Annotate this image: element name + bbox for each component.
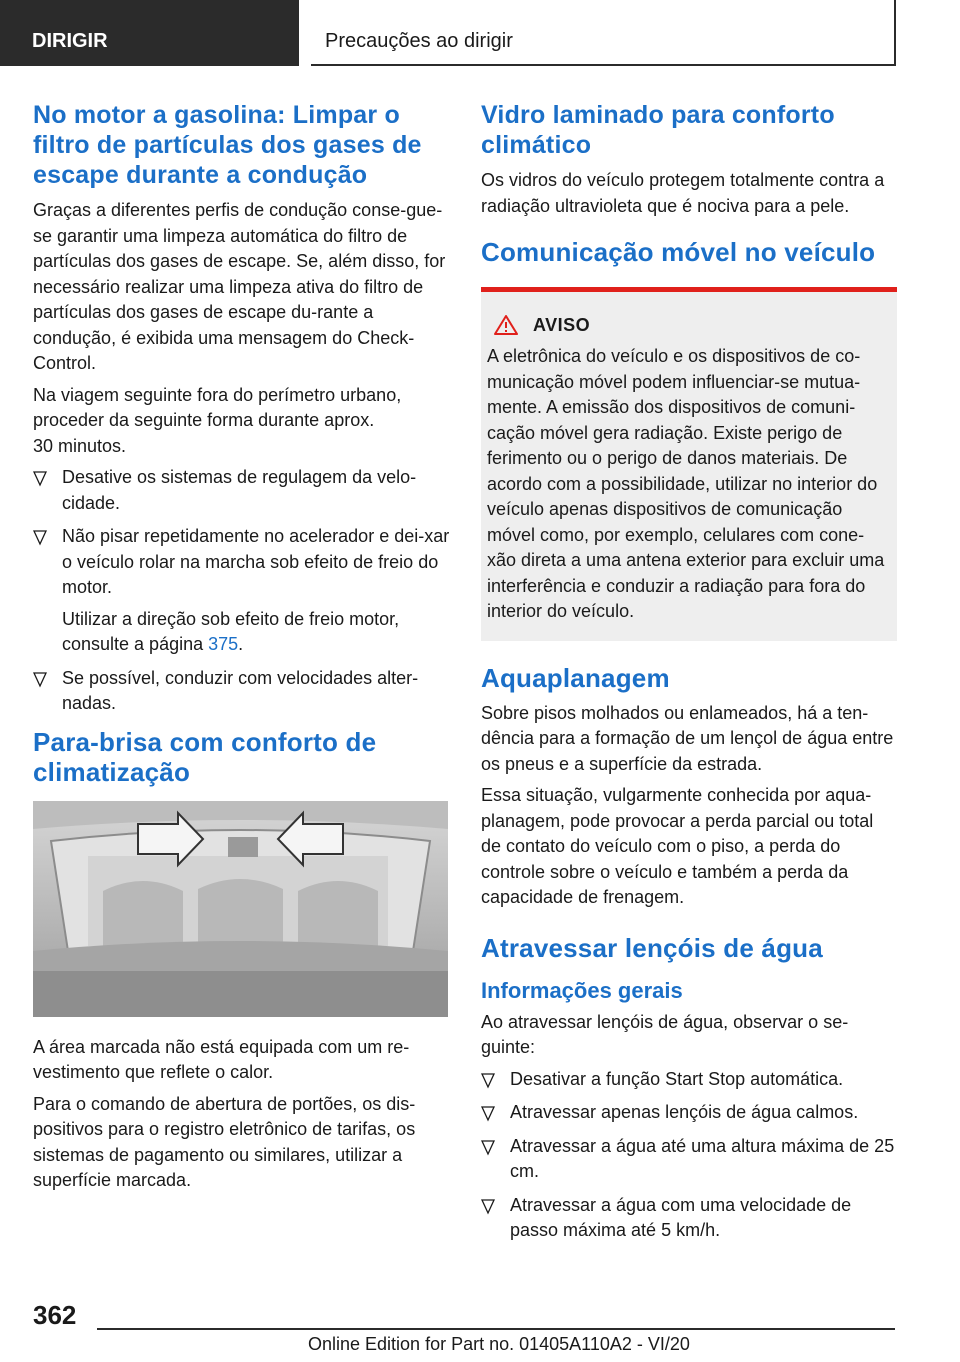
page-link-375[interactable]: 375 (208, 634, 239, 654)
triangle-bullet-icon (481, 1070, 495, 1090)
triangle-bullet-icon (33, 527, 47, 547)
paragraph-windshield-1: A área marcada não está equipada com um re-vestimento que reflete o calor. (33, 1036, 410, 1082)
list-item-subnote (62, 607, 451, 658)
heading-aquaplaning: Aquaplanagem (481, 662, 670, 693)
water-crossing-list (481, 1067, 897, 1244)
right-column (481, 100, 897, 1254)
section-tab: DIRIGIR (0, 0, 299, 66)
list-item-text: Não pisar repetidamente no acelerador e dei-xar o veículo rolar na marcha sob efeito de freio do motor. (62, 526, 450, 597)
triangle-bullet-icon (481, 1137, 495, 1157)
left-column (33, 100, 451, 1200)
heading-mobile-communication: Comunicação móvel no veículo (481, 237, 876, 267)
list-item-text: Atravessar apenas lençóis de água calmos. (510, 1102, 859, 1122)
list-item-text: Desative os sistemas de regulagem da velo-cidade. (62, 467, 417, 513)
list-item (33, 666, 451, 717)
list-item (481, 1067, 897, 1093)
paragraph-gasoline-2 (33, 383, 451, 460)
list-item-text: Atravessar a água até uma altura máxima de 25 cm. (510, 1135, 895, 1181)
warning-text: A eletrônica do veículo e os dispositivos de co-municação móvel podem influenciar-se mutua-mente. A emissão dos dispositivos de comuni-cação móvel gera radiação. Existe perigo de ferimento ou o perigo de danos materiais. De acordo com a possibilidade, utilizar no interior do veículo apenas dispositivos de comunicação móvel como, por exemplo, celulares com cone-xão direta a uma antena exterior para excluir uma interferência e conduzir a radiação para fora do interior do veículo. (487, 346, 885, 621)
page-header (0, 0, 960, 66)
triangle-bullet-icon (33, 669, 47, 689)
page-number: 362 (33, 1300, 77, 1330)
list-item-text: Atravessar a água com uma velocidade de passo máxima até 5 km/h. (510, 1194, 852, 1240)
warning-header (487, 314, 885, 336)
heading-water-crossing: Atravessar lençóis de água (481, 932, 823, 963)
chapter-tab: Precauções ao dirigir (311, 0, 896, 66)
list-item-text: Se possível, conduzir com velocidades alter-nadas. (62, 667, 419, 713)
warning-box (481, 287, 897, 641)
list-item (481, 1134, 897, 1185)
list-item (33, 465, 451, 516)
subnote-text: Utilizar a direção sob efeito de freio motor, consulte a página (62, 608, 400, 654)
warning-title: AVISO (533, 314, 591, 335)
triangle-bullet-icon (33, 468, 47, 488)
paragraph-aquaplaning-1: Sobre pisos molhados ou enlameados, há a ten-dência para a formação de um lençol de água entre os pneus e a superfície da estrada. (481, 702, 894, 774)
list-item (33, 524, 451, 658)
paragraph-windshield-2: Para o comando de abertura de portões, os dis-positivos para o registro eletrônico de tarifas, os sistemas de pagamento ou similares, utilizar a superfície marcada. (33, 1093, 416, 1190)
footer-edition: Online Edition for Part no. 01405A110A2 - VI/20 (308, 1334, 690, 1354)
paragraph-gasoline-2b: 30 minutos. (33, 435, 127, 456)
gasoline-steps-list (33, 465, 451, 717)
heading-windshield: Para-brisa com conforto de climatização (33, 726, 377, 787)
paragraph-laminated: Os vidros do veículo protegem totalmente contra a radiação ultravioleta que é nociva para a pele. (481, 170, 885, 216)
triangle-bullet-icon (481, 1196, 495, 1216)
list-item (481, 1100, 897, 1126)
heading-laminated-glass: Vidro laminado para conforto climático (481, 101, 835, 159)
list-item (481, 1193, 897, 1244)
paragraph-aquaplaning-2: Essa situação, vulgarmente conhecida por aqua-planagem, pode provocar a perda parcial ou total de contato do veículo com o piso, a perda do controle sobre o veículo e também a perda da capacidade de frenagem. (481, 785, 874, 907)
heading-general-info: Informações gerais (481, 977, 683, 1003)
triangle-bullet-icon (481, 1103, 495, 1123)
footer-divider (97, 1328, 895, 1330)
paragraph-gasoline-2a: Na viagem seguinte fora do perímetro urbano, proceder da seguinte forma durante aprox. (33, 384, 402, 430)
paragraph-gasoline-1: Graças a diferentes perfis de condução conse-gue-se garantir uma limpeza automática do filtro de partículas dos gases de escape. Se, além disso, for necessário realizar uma limpeza ativa do filtro de partículas dos gases de escape du-rante a condução, é exibida uma mensagem do Check-Control. (33, 200, 446, 373)
paragraph-general-info: Ao atravessar lençóis de água, observar o se-guinte: (481, 1011, 849, 1057)
list-item-text: Desativar a função Start Stop automática. (510, 1068, 844, 1089)
subnote-end: . (238, 634, 244, 654)
windshield-photo (33, 801, 448, 1017)
warning-triangle-icon (493, 314, 519, 336)
heading-gasoline-filter: No motor a gasolina: Limpar o filtro de partículas dos gases de escape durante a condução (33, 101, 422, 189)
